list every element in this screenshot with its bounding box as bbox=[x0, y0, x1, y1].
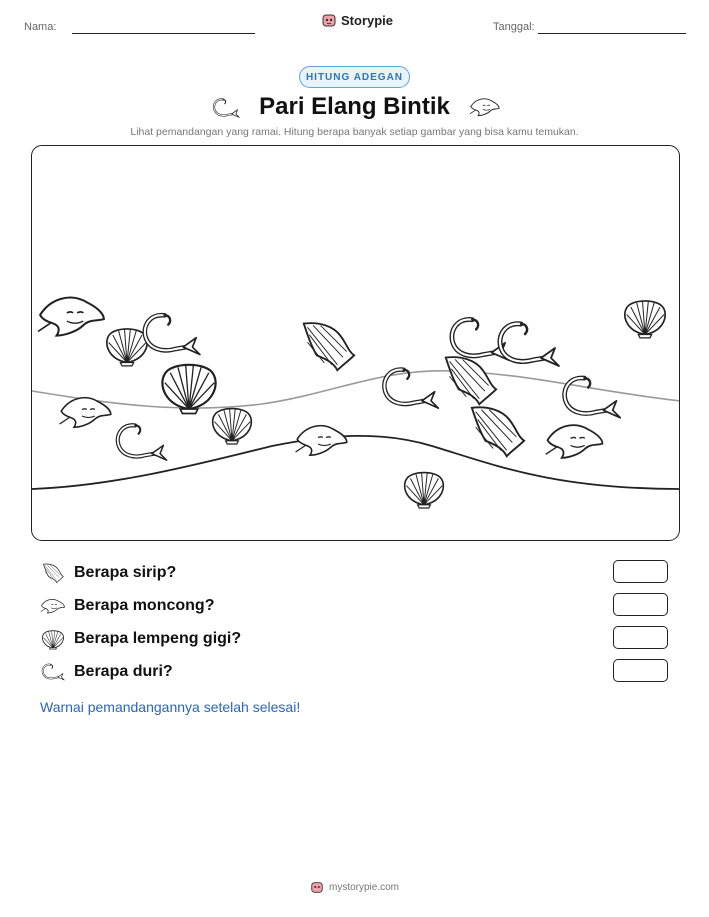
snout-icon bbox=[40, 595, 66, 617]
page-title: Pari Elang Bintik bbox=[259, 93, 450, 120]
question-row bbox=[40, 593, 670, 619]
name-line[interactable] bbox=[72, 33, 255, 34]
shell-2 bbox=[162, 365, 215, 414]
hook-5 bbox=[500, 324, 559, 366]
site-footer bbox=[0, 880, 709, 894]
question-row bbox=[40, 659, 670, 685]
answer-box[interactable] bbox=[613, 560, 668, 583]
question-text: Berapa lempeng gigi? bbox=[74, 630, 242, 647]
fin-3 bbox=[472, 407, 524, 456]
shell-5 bbox=[405, 473, 444, 508]
tooth-plate-icon bbox=[40, 628, 66, 650]
fin-icon bbox=[40, 562, 66, 584]
shell-3 bbox=[213, 409, 252, 444]
shell-4 bbox=[625, 301, 665, 338]
activity-badge: HITUNG ADEGAN bbox=[299, 66, 410, 88]
question-row bbox=[40, 560, 670, 586]
answer-box[interactable] bbox=[613, 626, 668, 649]
storypie-mascot-icon bbox=[321, 12, 337, 28]
answer-box[interactable] bbox=[613, 593, 668, 616]
question-text: Berapa sirip? bbox=[74, 564, 177, 581]
shell-1 bbox=[107, 329, 147, 366]
hook-1 bbox=[145, 315, 200, 354]
name-label: Nama: bbox=[24, 21, 57, 33]
ray-1 bbox=[38, 298, 104, 336]
fin-1 bbox=[304, 323, 354, 370]
ray-3 bbox=[296, 426, 347, 456]
spine-icon bbox=[40, 661, 66, 683]
storypie-mascot-icon bbox=[310, 880, 324, 894]
date-line[interactable] bbox=[538, 33, 686, 34]
brand-name: Storypie bbox=[341, 12, 394, 28]
fin-2 bbox=[446, 357, 496, 404]
brand-logo bbox=[321, 12, 393, 28]
ray-title-icon bbox=[469, 95, 501, 119]
question-row bbox=[40, 626, 670, 652]
coloring-note: Warnai pemandangannya setelah selesai! bbox=[40, 699, 301, 715]
instructions: Lihat pemandangan yang ramai. Hitung berapa banyak setiap gambar yang bisa kamu temukan. bbox=[130, 126, 579, 138]
hook-6 bbox=[565, 378, 621, 418]
hook-2 bbox=[118, 425, 167, 460]
counting-scene[interactable] bbox=[31, 145, 680, 541]
question-text: Berapa moncong? bbox=[74, 597, 215, 614]
question-text: Berapa duri? bbox=[74, 663, 173, 680]
date-label: Tanggal: bbox=[493, 21, 535, 33]
answer-box[interactable] bbox=[613, 659, 668, 682]
ray-4 bbox=[546, 425, 603, 458]
site-url[interactable]: mystorypie.com bbox=[328, 881, 399, 893]
